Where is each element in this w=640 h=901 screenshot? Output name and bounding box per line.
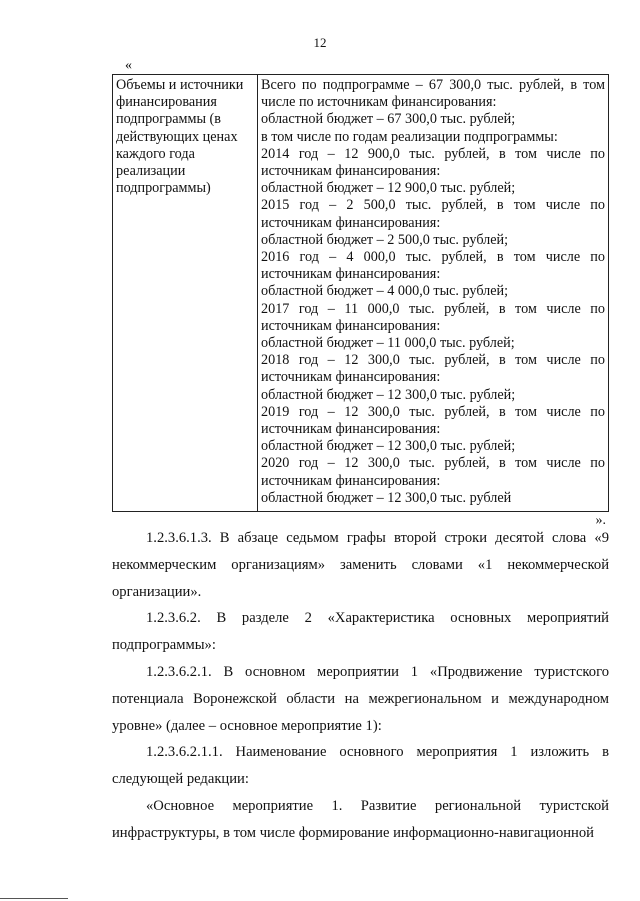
- table-text-line: областной бюджет – 67 300,0 тыс. рублей;: [261, 111, 516, 128]
- table-text-line: 2018 год – 12 300,0 тыс. рублей, в том числе по: [261, 352, 605, 369]
- table-text-line: источникам финансирования:: [261, 472, 441, 489]
- closing-quote: ».: [595, 513, 606, 528]
- table-text-line: источникам финансирования:: [261, 266, 441, 283]
- table-text-line: числе по источникам финансирования:: [261, 94, 497, 111]
- table-text-line: источникам финансирования:: [261, 163, 441, 180]
- table-text-line: источникам финансирования:: [261, 421, 441, 438]
- paragraph-3: 1.2.3.6.2.1. В основном мероприятии 1 «Продвижение туристского потенциала Воронежской области на межрегиональном и международном уровне» (далее – основное мероприятие 1):: [112, 663, 609, 734]
- table-text-line: 2014 год – 12 900,0 тыс. рублей, в том числе по: [261, 145, 605, 162]
- table-row: [113, 75, 609, 512]
- table-text-line: 2016 год – 4 000,0 тыс. рублей, в том числе по: [261, 249, 605, 266]
- table-text-line: областной бюджет – 12 300,0 тыс. рублей;: [261, 438, 516, 455]
- table-text-line: 2019 год – 12 300,0 тыс. рублей, в том числе по: [261, 403, 605, 420]
- table-text-line: Всего по подпрограмме – 67 300,0 тыс. рублей, в том: [261, 77, 605, 93]
- body-text: [112, 525, 609, 847]
- table-text-line: 2017 год – 11 000,0 тыс. рублей, в том числе по: [261, 300, 605, 317]
- table-text-line: источникам финансирования:: [261, 317, 441, 334]
- table-left-cell: Объемы и источники финансирования подпрограммы (в действующих ценах каждого года реализации подпрограммы): [113, 75, 258, 512]
- table-text-line: областной бюджет – 2 500,0 тыс. рублей;: [261, 231, 509, 248]
- table-text-line: источникам финансирования:: [261, 214, 441, 231]
- paragraph-5: «Основное мероприятие 1. Развитие региональной туристской инфраструктуры, в том числе формирование информационно-навигационной: [112, 797, 609, 841]
- paragraph-1: 1.2.3.6.1.3. В абзаце седьмом графы второй строки десятой слова «9 некоммерческим организациям» заменить словами «1 некоммерческой организации».: [112, 530, 609, 600]
- table-text-line: 2020 год – 12 300,0 тыс. рублей, в том числе по: [261, 455, 605, 472]
- financing-table: [112, 74, 609, 512]
- footer-rule: [0, 898, 68, 899]
- table-text-line: областной бюджет – 4 000,0 тыс. рублей;: [261, 283, 509, 300]
- page-number: 12: [313, 35, 327, 50]
- table-right-cell: [258, 75, 609, 512]
- table-text-line: в том числе по годам реализации подпрограммы:: [261, 128, 558, 145]
- table-text-line: областной бюджет – 11 000,0 тыс. рублей;: [261, 335, 515, 352]
- opening-quote: «: [125, 58, 132, 73]
- table-text-line: 2015 год – 2 500,0 тыс. рублей, в том числе по: [261, 197, 605, 214]
- table-text-line: областной бюджет – 12 900,0 тыс. рублей;: [261, 180, 516, 197]
- table-text-line: источникам финансирования:: [261, 369, 441, 386]
- paragraph-2: 1.2.3.6.2. В разделе 2 «Характеристика основных мероприятий подпрограммы»:: [112, 610, 609, 654]
- table-text-line: областной бюджет – 12 300,0 тыс. рублей: [261, 489, 512, 506]
- paragraph-4: 1.2.3.6.2.1.1. Наименование основного мероприятия 1 изложить в следующей редакции:: [112, 744, 609, 788]
- table-text-line: областной бюджет – 12 300,0 тыс. рублей;: [261, 386, 516, 403]
